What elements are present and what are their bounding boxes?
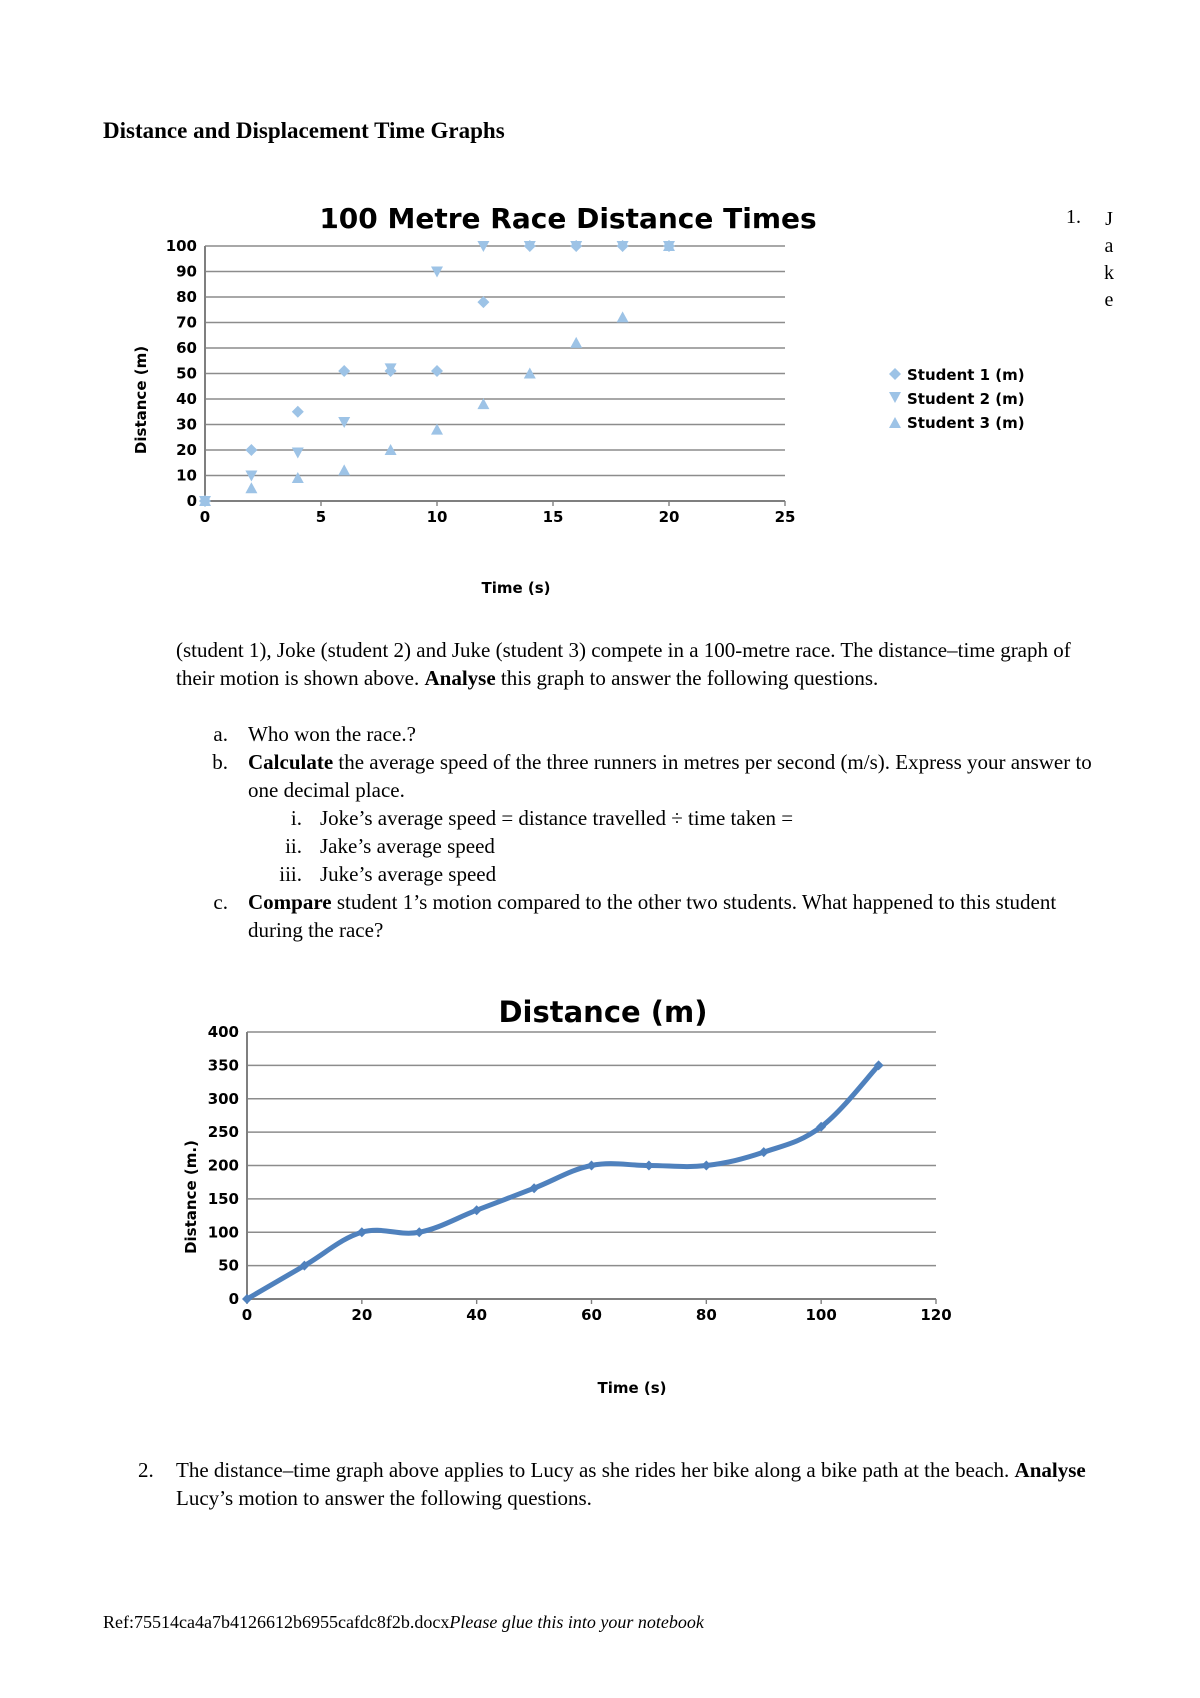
chart2-title: Distance (m) [498,995,708,1029]
chart1-x-tick-label: 20 [658,508,680,526]
question-2-text: The distance–time graph above applies to Lucy as she rides her bike along a bike path at the beach. Analyse Lucy’s motion to answer the following questions. [176,1458,1086,1510]
lucy-distance-chart [170,985,1050,1405]
chart2-point [414,1227,424,1237]
chart1-x-tick-label: 5 [315,508,327,526]
chart1-point-student-1 [338,365,350,377]
q1c-marker: c. [213,890,228,914]
legend-student-3: Student 3 (m) [907,414,1025,432]
chart1-x-tick-label: 0 [199,508,211,526]
chart1-title: 100 Metre Race Distance Times [319,202,817,235]
chart2-point [701,1161,711,1171]
chart1-y-tick-label: 0 [186,492,197,510]
question-2-number: 2. [138,1458,154,1482]
chart1-y-tick-label: 60 [176,339,197,357]
q1biii-marker: iii. [279,862,302,886]
chart2-y-tick-label: 250 [207,1123,239,1142]
footer [103,1612,704,1633]
chart1-legend [889,366,1025,432]
legend-marker-student-3 [889,417,901,428]
chart1-point-student-2 [338,417,350,428]
chart1-point-student-3 [292,472,304,483]
chart2-y-axis-label: Distance (m.) [182,1140,200,1254]
chart1-y-axis-label: Distance (m) [132,345,150,455]
chart2-y-tick-label: 400 [207,1023,239,1041]
q1b-text: Calculate the average speed of the three runners in metres per second (m/s). Express your answer to one decimal place. [248,750,1092,802]
q1c-text: Compare student 1’s motion compared to the other two students. What happened to this student during the race? [248,890,1057,942]
chart1-point-student-3 [245,482,257,493]
footer-ref: Ref:75514ca4a7b4126612b6955cafdc8f2b.docx [103,1612,450,1632]
chart2-y-tick-label: 300 [207,1089,239,1108]
q1bi-text: Joke’s average speed = distance travelled ÷ time taken = [320,806,794,830]
chart2-y-tick-label: 350 [207,1056,239,1075]
chart1-point-student-3 [570,337,582,348]
chart2-x-tick-label: 20 [351,1306,373,1324]
page-heading: Distance and Displacement Time Graphs [103,118,505,143]
chart2-x-tick-label: 80 [695,1306,717,1324]
chart1-x-axis-label: Time (s) [481,579,551,597]
question-1-intro: (student 1), Joke (student 2) and Juke (student 3) compete in a 100-metre race. The distance–time graph of their motion is shown above. Analyse this graph to answer the following questions. [176,638,1071,690]
chart1-x-tick-label: 15 [542,508,564,526]
chart2-y-tick-label: 100 [207,1223,239,1242]
question-1-name: J a k e [1104,208,1114,311]
q1biii-text: Juke’s average speed [320,862,497,886]
chart1-point-student-3 [477,398,489,409]
chart2-point [644,1161,654,1171]
chart1-point-student-1 [292,406,304,418]
legend-marker-student-2 [889,392,901,403]
chart1-point-student-3 [338,464,350,475]
chart1-point-student-2 [385,363,397,374]
chart1-y-tick-label: 70 [176,313,197,332]
chart1-point-student-3 [617,311,629,322]
chart2-y-tick-label: 150 [207,1189,239,1208]
chart1-y-tick-label: 50 [176,364,197,383]
legend-student-1: Student 1 (m) [907,366,1025,384]
chart2-y-tick-label: 200 [207,1156,239,1175]
chart2-x-tick-label: 0 [241,1306,253,1324]
q1b-marker: b. [212,750,228,774]
question-1-number: 1. [1066,206,1081,228]
q1bii-text: Jake’s average speed [320,834,495,858]
chart1-y-tick-label: 20 [176,441,197,459]
chart1-y-tick-label: 40 [176,390,197,408]
chart1-y-tick-label: 90 [176,262,197,281]
legend-student-2: Student 2 (m) [907,390,1025,408]
chart2-line [247,1065,879,1299]
legend-marker-student-1 [889,368,901,380]
chart2-x-tick-label: 60 [581,1306,602,1324]
q1a-marker: a. [213,722,228,746]
chart2-x-tick-label: 100 [805,1306,837,1324]
chart1-point-student-1 [245,444,257,456]
chart1-y-tick-label: 30 [176,415,197,434]
chart2-y-tick-label: 50 [218,1256,239,1275]
chart2-x-tick-label: 40 [466,1306,488,1324]
chart2-x-tick-label: 120 [920,1306,952,1324]
chart2-x-axis-label: Time (s) [597,1379,667,1397]
chart1-point-student-2 [292,448,304,459]
footer-note: Please glue this into your notebook [449,1612,704,1632]
q1bi-marker: i. [290,806,302,830]
q1a-text: Who won the race.? [248,722,416,746]
chart1-point-student-1 [477,296,489,308]
chart2-point [587,1161,597,1171]
chart1-y-tick-label: 10 [176,466,197,485]
chart2-y-tick-label: 0 [228,1290,239,1308]
chart1-point-student-1 [431,365,443,377]
chart1-y-tick-label: 80 [176,288,197,306]
chart1-x-tick-label: 10 [426,508,448,526]
q1bii-marker: ii. [285,834,302,858]
chart1-point-student-3 [431,424,443,435]
race-scatter-chart [120,190,1060,610]
chart1-x-tick-label: 25 [774,508,796,526]
chart1-y-tick-label: 100 [165,237,197,255]
